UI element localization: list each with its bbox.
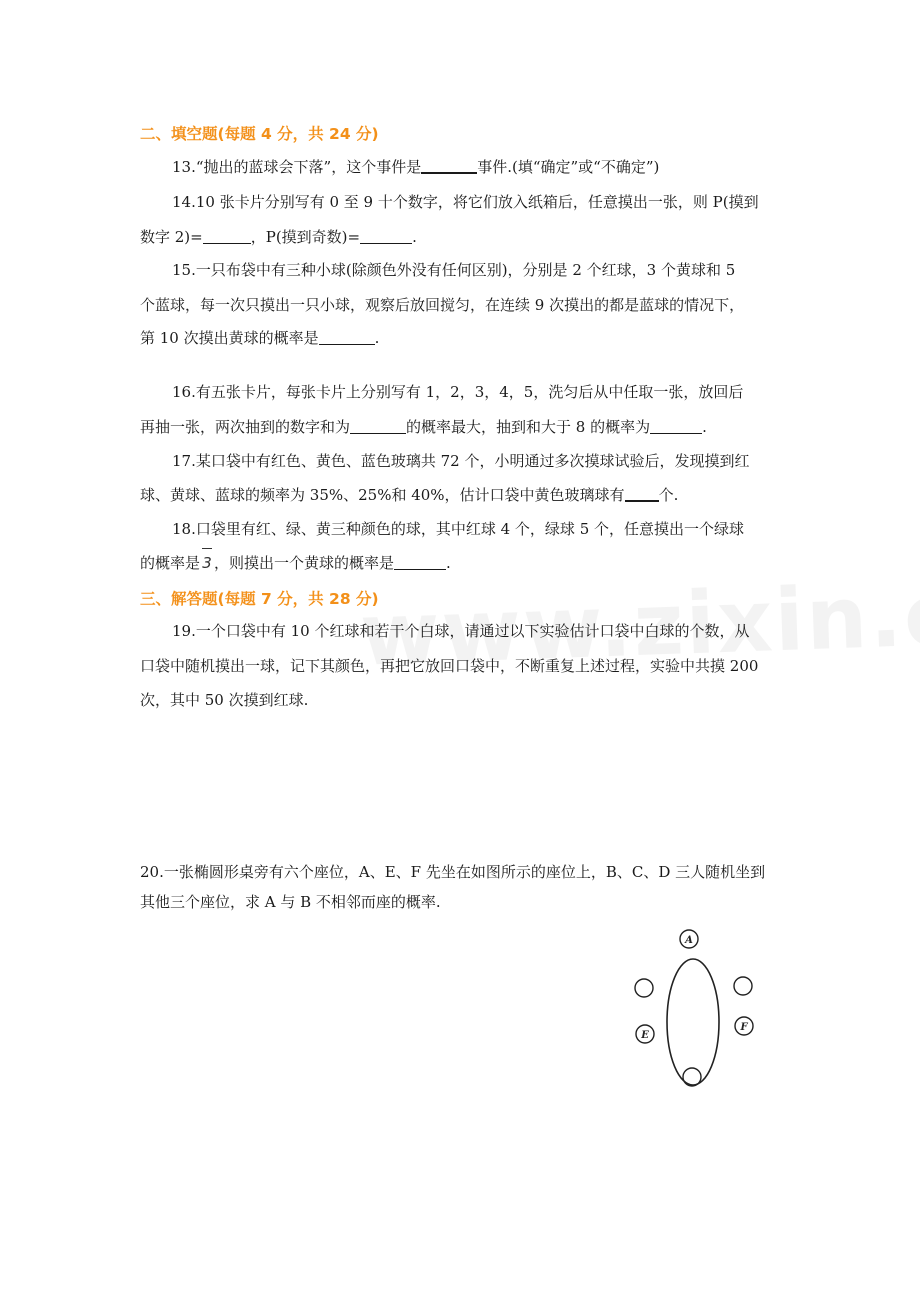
q16-answer-blank-1[interactable] xyxy=(350,419,406,434)
q14-answer-blank-2[interactable] xyxy=(360,229,412,244)
q18-text-b: ，则摸出一个黄球的概率是 xyxy=(214,554,395,572)
q18-fraction-denominator: 3 xyxy=(200,553,214,573)
seat-label-a: A xyxy=(685,935,693,946)
question-20-line-2: 其他三个座位，求 A 与 B 不相邻而座的概率. xyxy=(140,893,441,911)
question-19-line-2: 口袋中随机摸出一球，记下其颜色，再把它放回口袋中，不断重复上述过程，实验中共摸 200 xyxy=(140,657,759,675)
section-heading-answer: 三、解答题(每题 7 分，共 28 分) xyxy=(140,590,379,608)
q16-text-b: 的概率最大，抽到和大于 8 的概率为 xyxy=(406,418,651,436)
section-heading-fill-in: 二、填空题(每题 4 分，共 24 分) xyxy=(140,125,379,143)
q15-answer-blank[interactable] xyxy=(319,330,375,345)
oval-table-diagram xyxy=(620,920,770,1095)
question-15-line-1: 15.一只布袋中有三种小球(除颜色外没有任何区别)，分别是 2 个红球，3 个黄球和 5 xyxy=(172,261,736,279)
question-13 xyxy=(172,157,659,177)
question-18-line-2 xyxy=(140,553,451,573)
seat-upper-right xyxy=(734,977,752,995)
seat-label-f: F xyxy=(740,1022,748,1033)
q16-text-c: . xyxy=(702,418,707,436)
q18-text-a: 的概率是 xyxy=(140,554,201,572)
seat-lower-left xyxy=(636,1025,654,1043)
q14-text-b: ，P(摸到奇数)= xyxy=(250,228,361,246)
question-19-line-1: 19.一个口袋中有 10 个红球和若干个白球，请通过以下实验估计口袋中白球的个数，从 xyxy=(172,622,750,640)
question-18-line-1: 18.口袋里有红、绿、黄三种颜色的球，其中红球 4 个，绿球 5 个，任意摸出一个绿球 xyxy=(172,520,745,538)
seat-top xyxy=(680,930,698,948)
question-14-line-2 xyxy=(140,227,417,247)
q17-answer-blank[interactable] xyxy=(625,486,659,502)
question-20-line-1: 20.一张椭圆形桌旁有六个座位，A、E、F 先坐在如图所示的座位上，B、C、D 三人随机坐到 xyxy=(140,863,766,881)
q17-text-a: 球、黄球、蓝球的频率为 35%、25%和 40%，估计口袋中黄色玻璃球有 xyxy=(140,486,625,504)
q15-text-a: 第 10 次摸出黄球的概率是 xyxy=(140,329,319,347)
question-17-line-2 xyxy=(140,485,678,505)
question-14-line-1: 14.10 张卡片分别写有 0 至 9 十个数字，将它们放入纸箱后，任意摸出一张，则 P(摸到 xyxy=(172,193,759,211)
q18-answer-blank[interactable] xyxy=(394,555,446,570)
q17-text-b: 个. xyxy=(658,486,679,504)
q13-answer-blank[interactable] xyxy=(421,158,477,174)
seat-upper-left xyxy=(635,979,653,997)
q14-answer-blank-1[interactable] xyxy=(203,229,251,244)
question-17-line-1: 17.某口袋中有红色、黄色、蓝色玻璃共 72 个，小明通过多次摸球试验后，发现摸到红 xyxy=(172,452,750,470)
q16-answer-blank-2[interactable] xyxy=(650,419,702,434)
q14-text-a: 数字 2)= xyxy=(140,228,203,246)
seat-lower-right xyxy=(735,1017,753,1035)
q18-text-c: . xyxy=(446,554,451,572)
oval-table xyxy=(667,959,719,1085)
q16-text-a: 再抽一张，两次抽到的数字和为 xyxy=(140,418,351,436)
question-16-line-2 xyxy=(140,417,707,437)
question-15-line-3 xyxy=(140,328,379,348)
question-19-line-3: 次，其中 50 次摸到红球. xyxy=(140,691,309,709)
question-16-line-1: 16.有五张卡片，每张卡片上分别写有 1，2，3，4，5，洗匀后从中任取一张，放回后 xyxy=(172,383,744,401)
seat-bottom xyxy=(683,1068,701,1086)
q15-text-b: . xyxy=(374,329,380,347)
seat-label-e: E xyxy=(641,1030,649,1041)
q14-text-c: . xyxy=(412,228,417,246)
q13-text-a: 13.“抛出的蓝球会下落”，这个事件是 xyxy=(172,158,422,176)
question-15-line-2: 个蓝球，每一次只摸出一只小球，观察后放回搅匀，在连续 9 次摸出的都是蓝球的情况下， xyxy=(140,296,745,314)
q13-text-b: 事件.(填“确定”或“不确定”) xyxy=(477,158,660,176)
